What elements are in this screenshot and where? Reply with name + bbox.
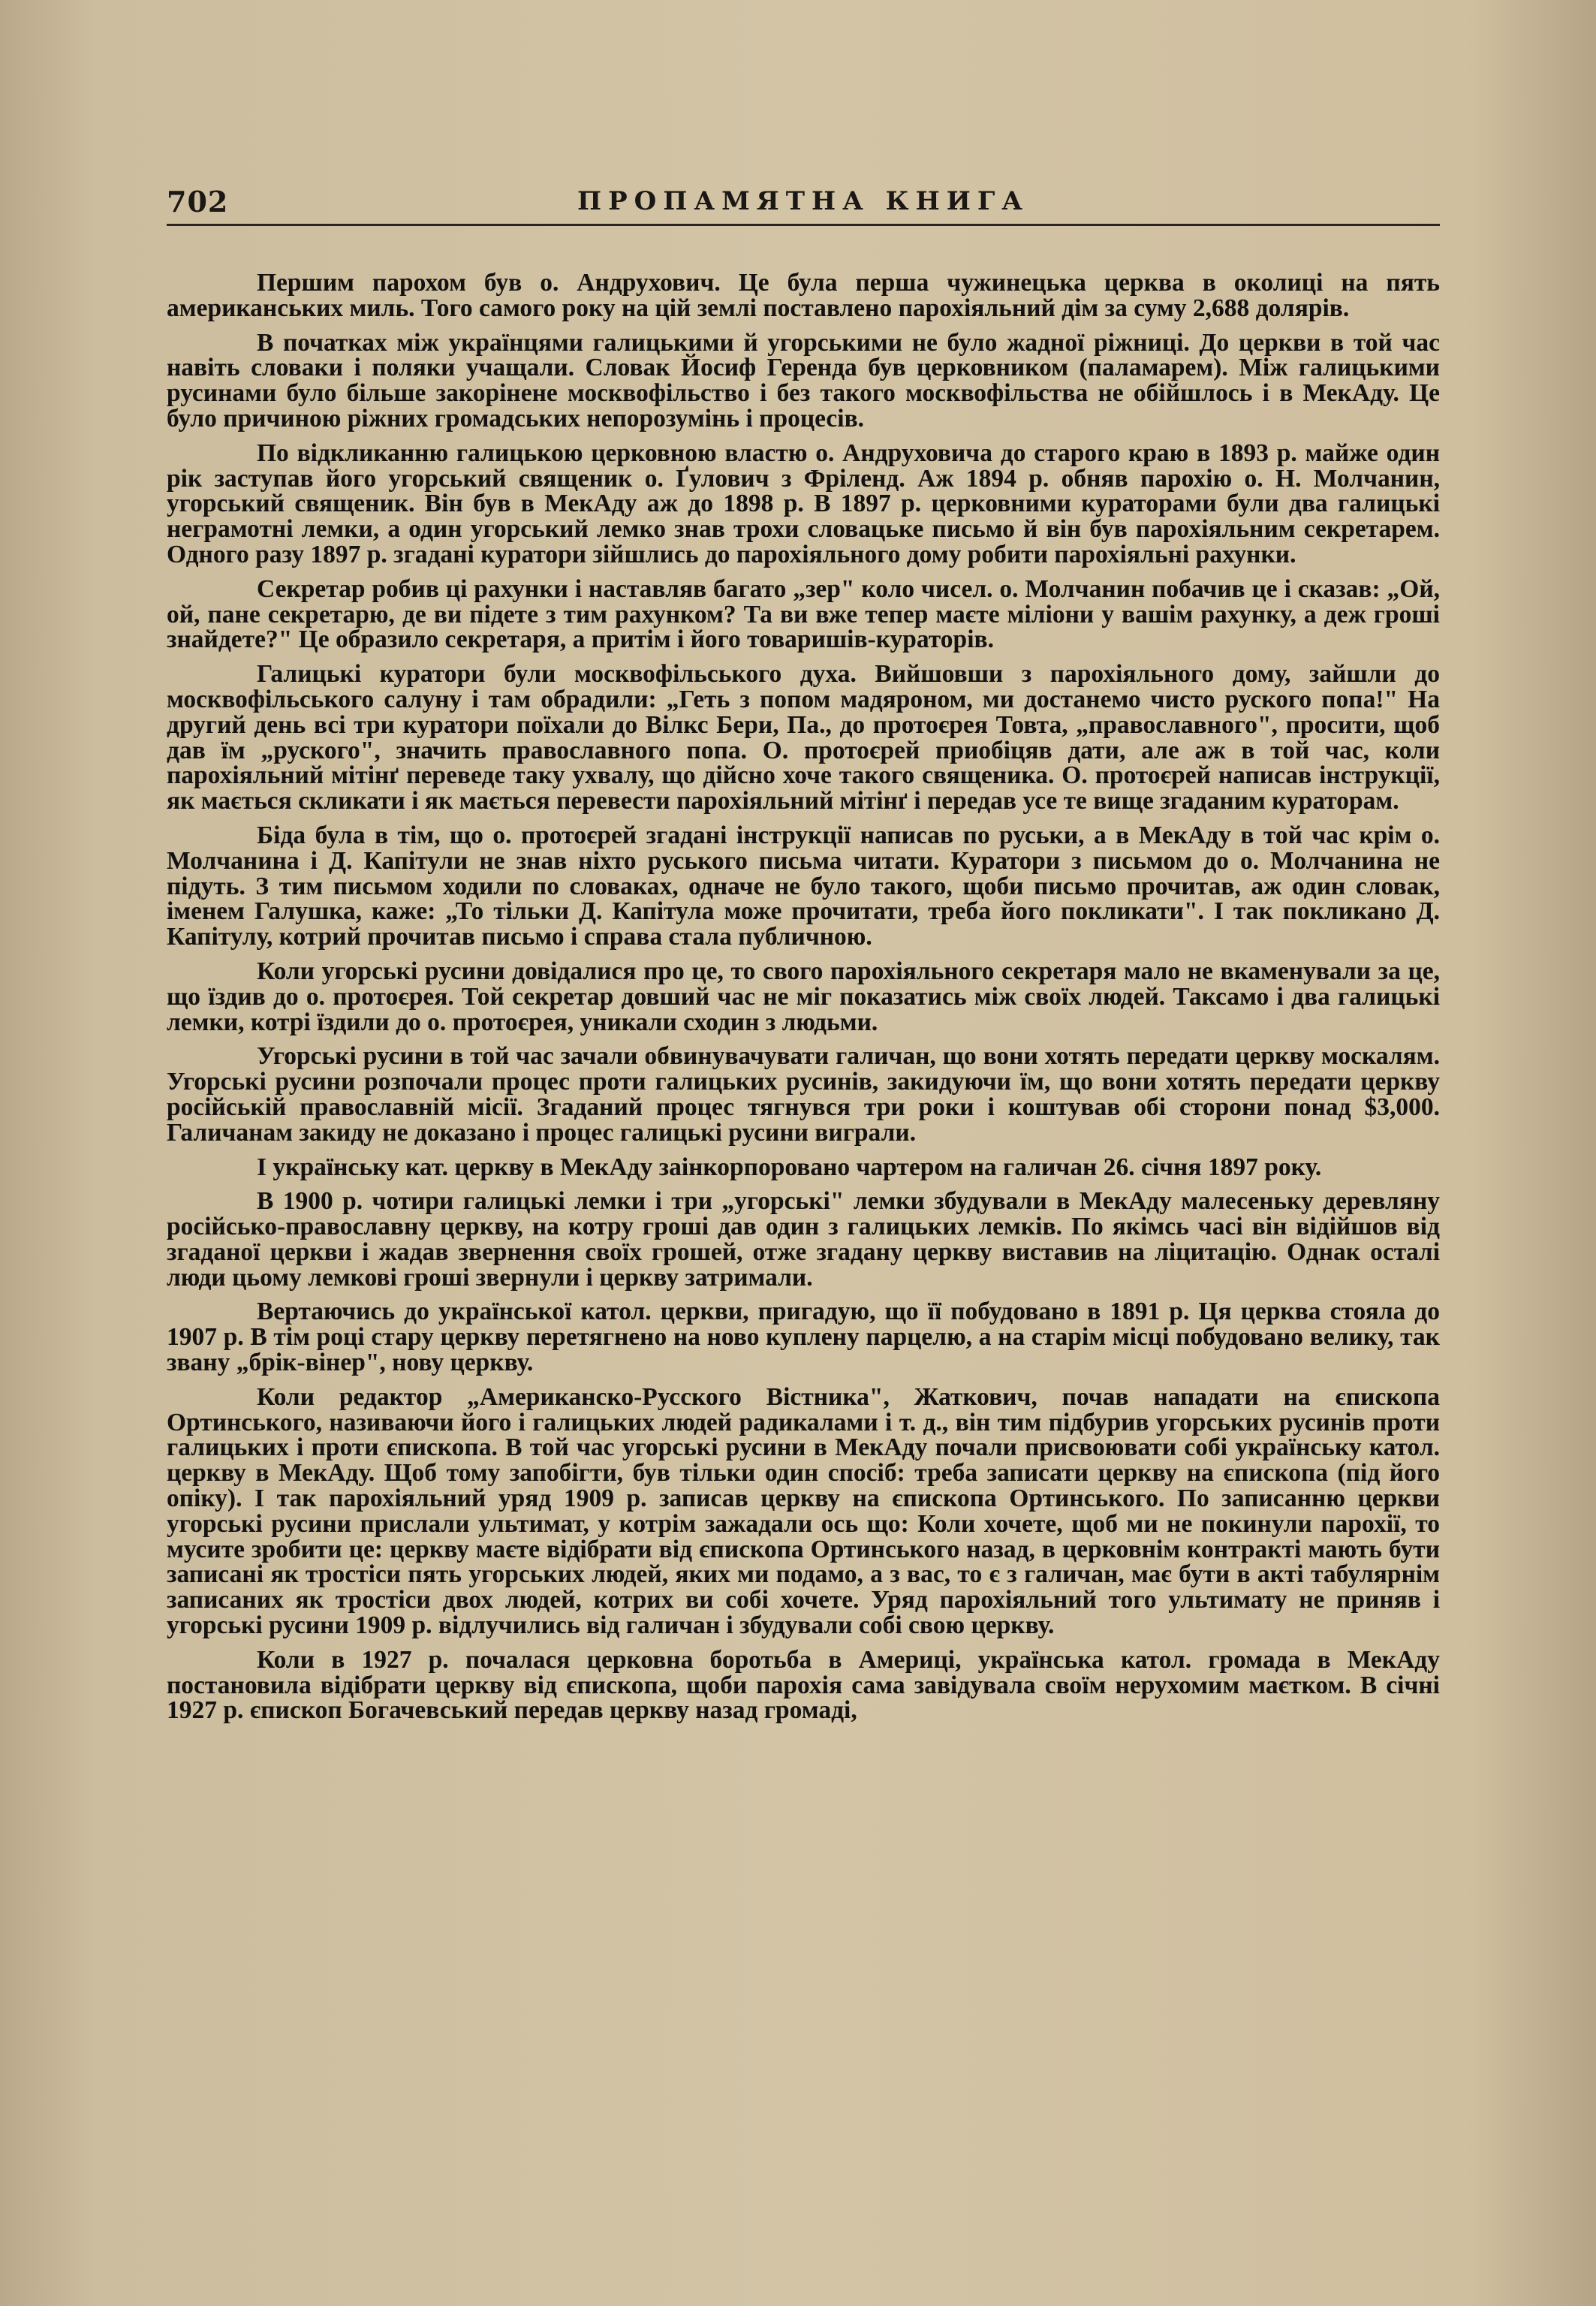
paragraph: Коли угорські русини довідалися про це, то свого парохіяльного секретаря мало не вкаменували за це, що їздив до о. протоєрея. Той секретар довший час не міг показатись між своїх людей. Таксамо і два галицькі лемки, котрі їздили до о. протоєрея, уникали сходин з людьми. (167, 957, 1440, 1036)
paragraph: Першим парохом був о. Андрухович. Це була перша чужинецька церква в околиці на пять американських миль. Того самого року на цій землі поставлено парохіяльний дім за суму 2,688 долярів. (167, 269, 1440, 322)
page-header (167, 183, 1440, 226)
page-number: 702 (167, 185, 229, 219)
paragraph: Секретар робив ці рахунки і наставляв багато „зер" коло чисел. о. Молчанин побачив це і сказав: „Ой, ой, пане секретарю, де ви підете з тим рахунком? Та ви вже тепер маєте міліони у вашім рахунку, а деж гроші знайдете?" Це образило секретаря, а притім і його товаришів-кураторів. (167, 574, 1440, 654)
paragraph: Коли в 1927 р. почалася церковна боротьба в Америці, українська катол. громада в МекАду постановила відібрати церкву від єпископа, щоби парохія сама завідувала своїм нерухомим маєтком. В січні 1927 р. єпископ Богачевський передав церкву назад громаді, (167, 1645, 1440, 1725)
running-title: ПРОПАМЯТНА КНИГА (577, 186, 1029, 216)
paragraph: Вертаючись до української катол. церкви, пригадую, що її побудовано в 1891 р. Ця церква стояла до 1907 р. В тім році стару церкву перетягнено на ново куплену парцелю, а на старім місці побудовано велику, так звану „брік-вінер", нову церкву. (167, 1298, 1440, 1377)
paragraph: По відкликанню галицькою церковною властю о. Андруховича до старого краю в 1893 р. майже один рік заступав його угорський священик о. Ґулович з Фріленд. Аж 1894 р. обняв парохію о. Н. Молчанин, угорський священик. Він був в МекАду аж до 1898 р. В 1897 р. церковними кураторами були два галицькі неграмотні лемки, а один угорський лемко знав трохи словацьке письмо й він був парохіяльним секретарем. Одного разу 1897 р. згадані куратори зійшлись до парохіяльного дому робити парохіяльні рахунки. (167, 439, 1440, 568)
body-text (167, 270, 1440, 1732)
paragraph: В початках між українцями галицькими й угорськими не було жадної ріжниці. До церкви в той час навіть словаки і поляки учащали. Словак Йосиф Геренда був церковником (паламарем). Між галицькими русинами було більше закорінене москвофільство і без такого москвофільства не обійшлось і в МекАду. Це було причиною ріжних громадських непорозумінь і процесів. (167, 328, 1440, 433)
paragraph: В 1900 р. чотири галицькі лемки і три „угорські" лемки збудували в МекАду малесеньку деревляну російсько-православну церкву, на котру гроші дав один з галицьких лемків. По якімсь часі він відійшов від згаданої церкви і жадав звернення своїх грошей, отже згадану церкву виставив на ліцитацію. Однак остaлі люди цьому лемкові гроші звернули і церкву затримали. (167, 1187, 1440, 1292)
paragraph: Біда була в тім, що о. протоєрей згадані інструкції написав по руськи, а в МекАду в той час крім о. Молчанина і Д. Капітули не знав ніхто руського письма читати. Куратори з письмом до о. Молчанина не підуть. З тим письмом ходили по словаках, одначе не було такого, щоби письмо прочитав, аж один словак, іменем Галушка, каже: „То тільки Д. Капітула може прочитати, треба його покликати". І так покликано Д. Капітулу, котрий прочитав письмо і справа стала публичною. (167, 821, 1440, 951)
paragraph: Угорські русини в той час зачали обвинувачувати галичан, що вони хотять передати церкву москалям. Угорські русини розпочали процес проти галицьких русинів, закидуючи їм, що вони хотять передати церкву російській православній місії. Згаданий процес тягнувся три роки і коштував обі сторони понад $3,000. Галичанам закиду не доказано і процес галицькі русини виграли. (167, 1042, 1440, 1147)
paragraph: І українську кат. церкву в МекАду заінкорпоровано чартером на галичан 26. січня 1897 року. (257, 1153, 1322, 1181)
paragraph: Коли редактор „Американско-Русского Вістника", Жаткович, почав нападати на єпископа Ортинського, називаючи його і галицьких людей радикалами і т. д., він тим підбурив угорських русинів проти галицьких і проти єпископа. В той час угорські русини в МекАду почали присвоювати собі українську катол. церкву в МекАду. Щоб тому запобігти, був тільки один спосіб: треба записати церкву на єпископа (під його опіку). І так парохіяльний уряд 1909 р. записав церкву на єпископа Ортинського. По записанню церкви угорські русини прислали ультимат, у котрім зажадали ось що: Коли хочете, щоб ми не покинули парохії, то мусите зробити це: церкву маєте відібрати від єпископа Ортинського назад, в церковнім контракті мають бути записані як тростіси пять угорських людей, яких ми подамо, а з вас, то є з галичан, має бути в акті табулярнім записаних як тростіси двох людей, котрих ви собі хочете. Уряд парохіяльний того ультимату не приняв і угорські русини 1909 р. відлучились від галичан і збудували собі свою церкву. (167, 1382, 1440, 1640)
paragraph: Галицькі куратори були москвофільського духа. Вийшовши з парохіяльного дому, зайшли до москвофільського салуну і там обрадили: „Геть з попом мадяроном, ми достанемо чисто руского попа!" На другий день всі три куратори поїхали до Вілкс Бери, Па., до протоєрея Товта, „православного", просити, щоб дав їм „руского", значить православного попа. О. протоєрей приобіцяв дати, але аж в той час, коли парохіяльний мітінґ переведе таку ухвалу, що дійсно хоче такого священика. О. протоєрей написав інструкції, як мається скликати і як мається перевести парохіяльний мітінґ і передав усе те вище згаданим кураторам. (167, 660, 1440, 815)
